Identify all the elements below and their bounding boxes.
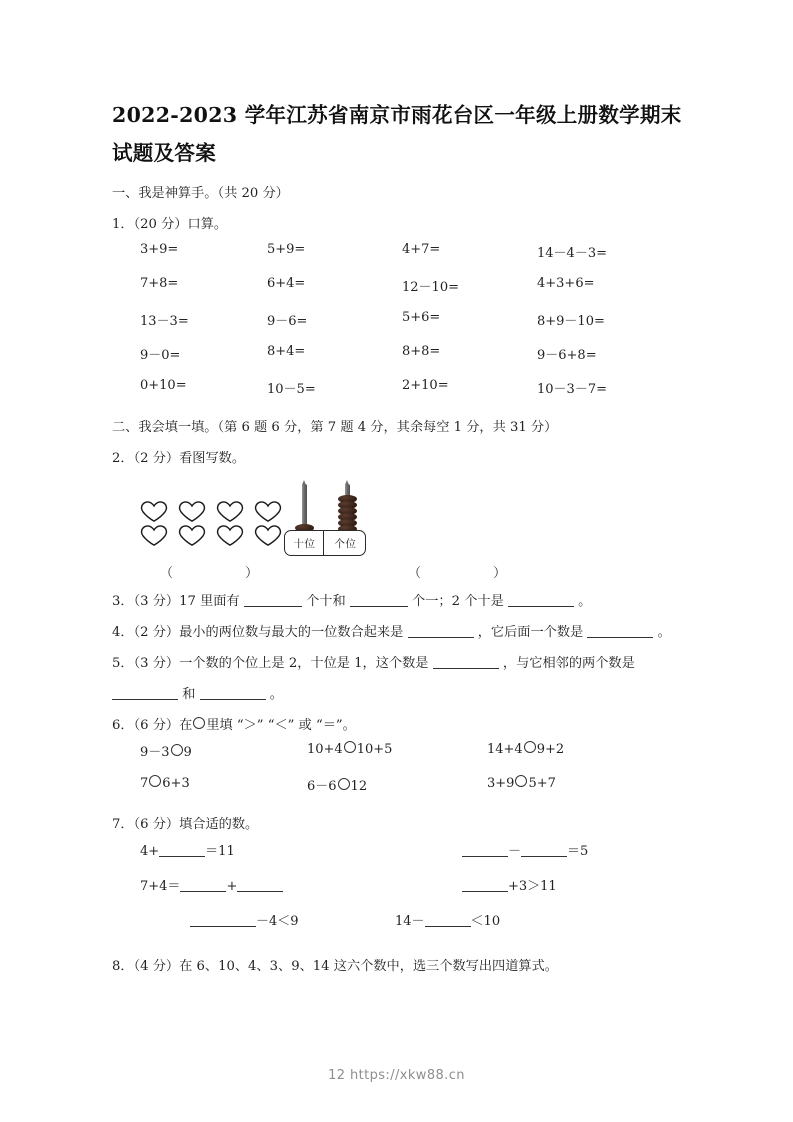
hearts-answer-paren: （ ） [160,566,293,581]
comparison-right: 12 [350,779,368,794]
comparison-item [307,775,367,794]
arithmetic-item: 6+4= [267,276,306,291]
fill-text: － [508,844,522,859]
answer-blank[interactable] [433,668,499,669]
heart-icon [176,524,209,547]
answer-blank[interactable] [587,637,653,638]
answer-blank[interactable] [350,606,408,607]
answer-blank[interactable] [180,891,226,892]
arithmetic-item: 9－6= [267,314,308,329]
question-5-text-end: 。 [269,687,283,702]
question-1-prompt: 1．（20 分）口算。 [112,217,228,232]
question-2-figure [112,478,692,586]
arithmetic-item: 2+10= [402,378,449,393]
question-3-text-mid2: 个一；2 个十是 [412,594,504,609]
table-row [112,378,692,412]
abacus-rod-tip-tens [302,480,306,485]
arithmetic-item: 7+8= [140,276,179,291]
comparison-left: 7 [140,776,149,791]
comparison-left: 10+4 [307,742,343,757]
question-2-prompt: 2．（2 分）看图写数。 [112,451,246,466]
arithmetic-item: 5+9= [267,242,306,257]
comparison-grid [112,741,692,809]
comparison-item [487,775,556,791]
fill-text: 14－ [395,914,425,929]
fill-item [395,910,500,929]
arithmetic-item: 10－3－7= [537,382,607,397]
comparison-item [140,775,190,791]
comparison-left: 3+9 [487,776,515,791]
answer-blank[interactable] [190,926,256,927]
heart-icon [176,500,209,523]
arithmetic-item: 4+7= [402,242,441,257]
comparison-item [307,741,392,757]
answer-blank[interactable] [425,926,471,927]
question-5 [112,648,692,710]
page-title: 2022-2023 学年江苏省南京市雨花台区一年级上册数学期末试题及答案 [112,103,682,165]
document-content [112,96,692,982]
fill-item [462,840,588,859]
question-7-prompt: 7．（6 分）填合适的数。 [112,817,259,832]
table-row [112,910,692,945]
fill-text: 4+ [140,844,160,859]
question-4-text-before: 4．（2 分）最小的两位数与最大的一位数合起来是 [112,625,404,640]
question-5-text-before: 5．（3 分）一个数的个位上是 2，十位是 1，这个数是 [112,656,429,671]
circle-blank[interactable] [171,744,183,756]
question-3-text-mid1: 个十和 [306,594,346,609]
comparison-right: 9+2 [536,742,565,757]
question-3-text-before: 3．（3 分）17 里面有 [112,594,240,609]
fill-text: +3＞11 [508,879,557,894]
fill-text: ＝11 [205,844,235,859]
circle-blank[interactable] [515,775,527,787]
arithmetic-item: 0+10= [140,378,187,393]
table-row [112,741,692,775]
abacus-label-ones: 个位 [334,538,357,550]
comparison-right: 10+5 [356,742,393,757]
question-5-text-tailmid: 和 [182,687,196,702]
circle-blank[interactable] [149,775,161,787]
heart-icon [252,500,285,523]
abacus-illustration [282,480,372,562]
question-4-text-mid: ，它后面一个数是 [477,625,584,640]
answer-blank[interactable] [462,856,508,857]
hearts-row [138,500,270,524]
circle-blank[interactable] [344,741,356,753]
section-two-heading: 二、我会填一填。（第 6 题 6 分，第 7 题 4 分，其余每空 1 分，共 31 分） [112,420,558,435]
question-6-prompt [112,710,692,741]
heart-icon [252,524,285,547]
comparison-left: 14+4 [487,742,523,757]
circle-icon [193,717,205,729]
arithmetic-item: 12－10= [402,280,459,295]
question-6-prompt-b: 里填 “＞” “＜” 或 “＝”。 [206,718,356,733]
question-4 [112,617,692,648]
arithmetic-item: 8+4= [267,344,306,359]
arithmetic-item: 13－3= [140,314,189,329]
page-footer: 12 https://xkw88.cn [328,1068,465,1083]
arithmetic-item: 5+6= [402,310,441,325]
table-row [112,344,692,378]
comparison-left: 9－3 [140,745,170,760]
question-3-text-end: 。 [578,594,592,609]
answer-blank[interactable] [408,637,474,638]
answer-blank[interactable] [112,699,178,700]
fill-text: ＜10 [470,914,501,929]
arithmetic-item: 14－4－3= [537,246,607,261]
circle-blank[interactable] [338,778,350,790]
arithmetic-item: 9－0= [140,348,181,363]
heart-icon [214,500,247,523]
fill-grid [112,840,692,945]
arithmetic-item: 8+8= [402,344,441,359]
answer-blank[interactable] [200,699,266,700]
circle-blank[interactable] [524,741,536,753]
section-one-heading: 一、我是神算手。（共 20 分） [112,186,289,201]
table-row [112,775,692,809]
abacus-rod-tip-ones [345,480,349,485]
abacus-label-tens: 十位 [293,538,316,550]
comparison-item [140,741,192,760]
comparison-right: 5+7 [528,776,556,791]
heart-icon [138,500,171,523]
hearts-group [138,500,270,548]
fill-item [140,840,235,859]
answer-blank[interactable] [462,891,508,892]
fill-item [190,910,299,929]
table-row [112,840,692,875]
table-row [112,875,692,910]
comparison-right: 9 [183,745,192,760]
question-8-prompt: 8．（4 分）在 6、10、4、3、9、14 这六个数中，选三个数写出四道算式。 [112,959,558,974]
arithmetic-item: 9－6+8= [537,348,597,363]
fill-item [140,875,283,894]
answer-blank[interactable] [159,856,205,857]
hearts-row [138,524,270,548]
table-row [112,310,692,344]
comparison-left: 6－6 [307,779,337,794]
fill-text: + [226,879,238,894]
answer-blank[interactable] [237,891,283,892]
table-row [112,242,692,276]
question-3 [112,586,692,617]
answer-blank[interactable] [521,856,567,857]
arithmetic-grid [112,242,692,412]
comparison-right: 6+3 [162,776,190,791]
arithmetic-item: 4+3+6= [537,276,595,291]
answer-blank[interactable] [508,606,574,607]
fill-text: ＝5 [567,844,589,859]
fill-item [462,875,557,894]
question-5-text-mid: ，与它相邻的两个数是 [502,656,635,671]
heart-icon [214,524,247,547]
fill-text: －4＜9 [256,914,299,929]
arithmetic-item: 3+9= [140,242,179,257]
question-6-prompt-a: 6．（6 分）在 [112,718,193,733]
answer-blank[interactable] [244,606,302,607]
comparison-item [487,741,564,757]
fill-text: 7+4＝ [140,879,181,894]
arithmetic-item: 10－5= [267,382,316,397]
table-row [112,276,692,310]
heart-icon [138,524,171,547]
abacus-answer-paren: （ ） [408,566,541,581]
arithmetic-item: 8+9－10= [537,314,605,329]
question-4-text-end: 。 [657,625,671,640]
